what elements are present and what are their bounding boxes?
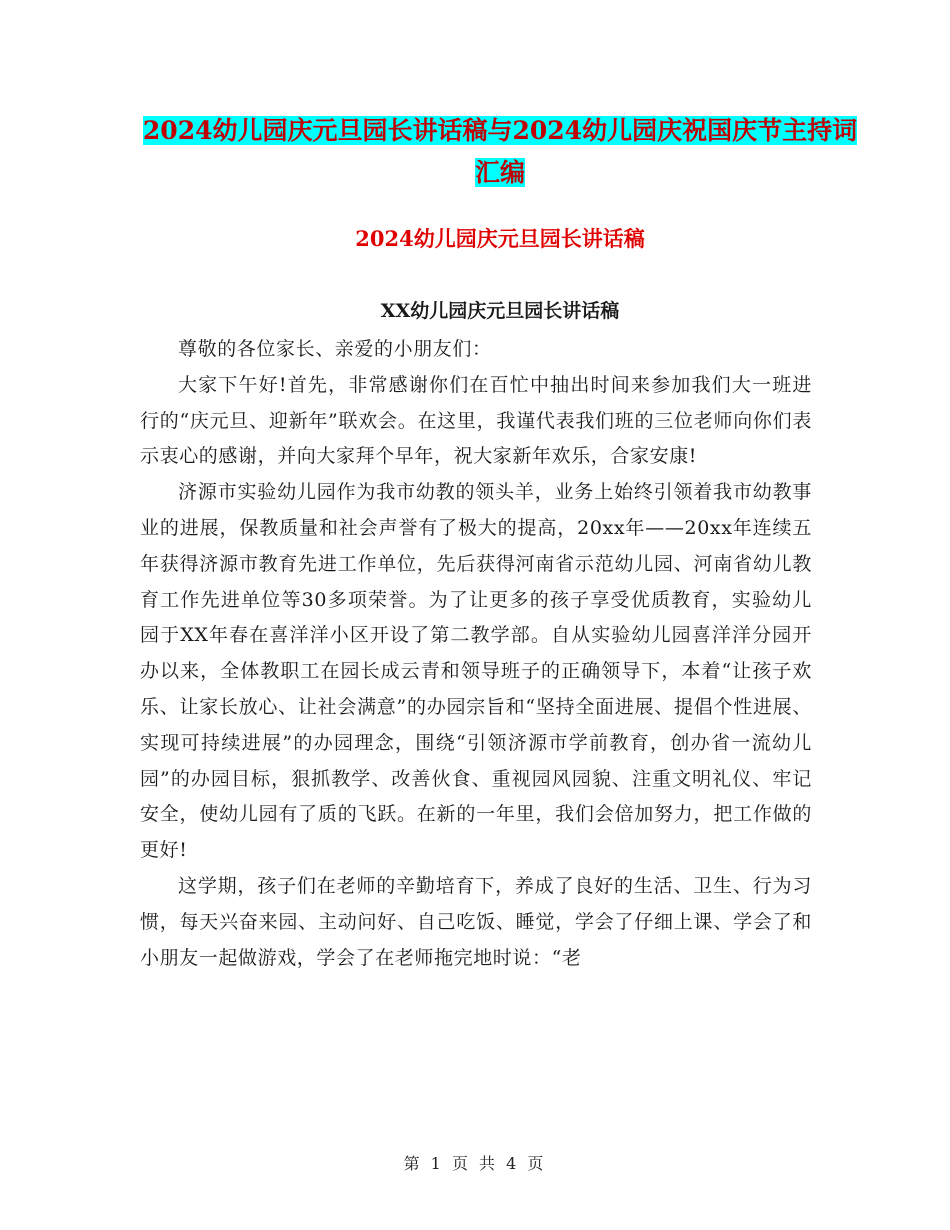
body-paragraph: 大家下午好!首先，非常感谢你们在百忙中抽出时间来参加我们大一班进行的“庆元旦、迎新年”联欢会。在这里，我谨代表我们班的三位老师向你们表示衷心的感谢，并向大家拜个早年，祝大家新年欢乐，合家安康!	[140, 373, 812, 468]
page-footer	[0, 1152, 950, 1176]
page-number: 第 1 页 共 4 页	[403, 1154, 547, 1173]
section-title: 2024幼儿园庆元旦园长讲话稿	[355, 226, 645, 251]
document-body	[140, 332, 812, 976]
body-paragraph: 这学期，孩子们在老师的辛勤培育下，养成了良好的生活、卫生、行为习惯，每天兴奋来园、主动问好、自己吃饭、睡觉，学会了仔细上课、学会了和小朋友一起做游戏，学会了在老师拖完地时说：“老	[140, 874, 812, 969]
speech-title: XX幼儿园庆元旦园长讲话稿	[380, 300, 620, 322]
salutation-paragraph: 尊敬的各位家长、亲爱的小朋友们：	[178, 338, 492, 360]
body-paragraph: 济源市实验幼儿园作为我市幼教的领头羊，业务上始终引领着我市幼教事业的进展，保教质量和社会声誉有了极大的提高，20xx年——20xx年连续五年获得济源市教育先进工作单位，先后获得河南省示范幼儿园、河南省幼儿教育工作先进单位等30多项荣誉。为了让更多的孩子享受优质教育，实验幼儿园于XX年春在喜洋洋小区开设了第二教学部。自从实验幼儿园喜洋洋分园开办以来，全体教职工在园长成云青和领导班子的正确领导下，本着“让孩子欢乐、让家长放心、让社会满意”的办园宗旨和“坚持全面进展、提倡个性进展、实现可持续进展”的办园理念，围绕“引领济源市学前教育，创办省一流幼儿园”的办园目标，狠抓教学、改善伙食、重视园风园貌、注重文明礼仪、牢记安全，使幼儿园有了质的飞跃。在新的一年里，我们会倍加努力，把工作做的更好!	[140, 481, 812, 862]
document-title	[140, 110, 860, 194]
document-title-text: 2024幼儿园庆元旦园长讲话稿与2024幼儿园庆祝国庆节主持词汇编	[142, 116, 858, 187]
